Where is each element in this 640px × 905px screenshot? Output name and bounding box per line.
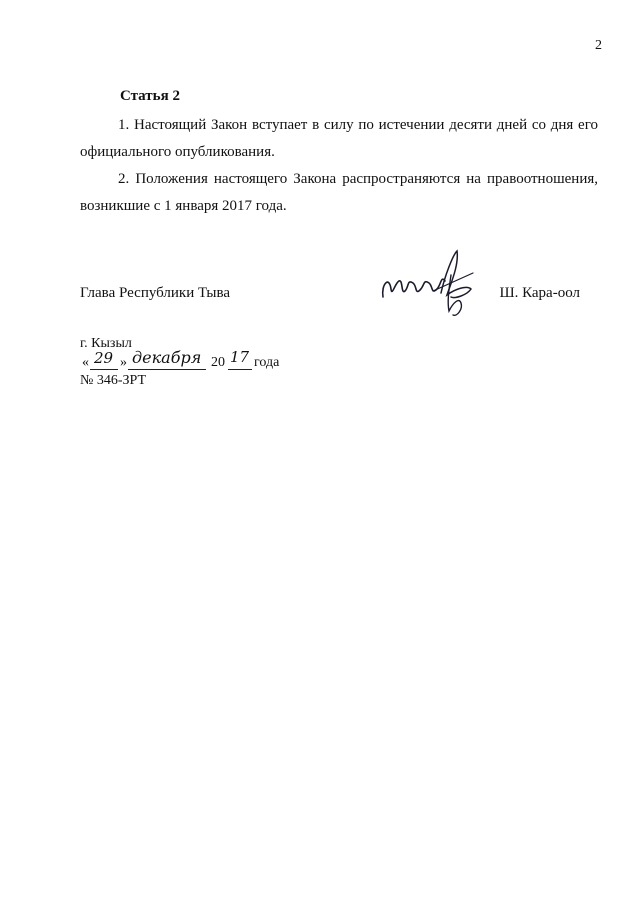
signer-name: Ш. Кара-оол [499, 285, 580, 301]
quote-close: » [120, 355, 127, 370]
signer-title: Глава Республики Тыва [80, 285, 231, 301]
month-underline [128, 369, 206, 370]
paragraph-text: 2. Положения настоящего Закона распространяются на правоотношения, возникшие с 1 января 2017 года. [80, 171, 598, 214]
issue-year-prefix: 20 [211, 355, 225, 370]
issue-block [80, 335, 280, 389]
quote-open: « [82, 355, 89, 370]
article-paragraph-1 [80, 112, 598, 166]
issue-month: декабря [132, 348, 202, 367]
day-underline [90, 369, 118, 370]
issue-city: г. Кызыл [80, 336, 132, 351]
issue-year-suffix: 17 [230, 348, 250, 366]
paragraph-text: 1. Настоящий Закон вступает в силу по истечении десяти дней со дня его официального опубликования. [80, 117, 598, 160]
issue-day: 29 [94, 349, 114, 367]
issue-date-line [80, 348, 280, 372]
issue-year-word: года [254, 355, 280, 370]
year-underline [228, 369, 252, 370]
issue-number: № 346-ЗРТ [80, 373, 147, 388]
article-title: Статья 2 [120, 88, 180, 104]
article-paragraph-2 [80, 166, 598, 220]
page-number: 2 [595, 38, 602, 53]
handwritten-signature-icon [375, 245, 485, 325]
